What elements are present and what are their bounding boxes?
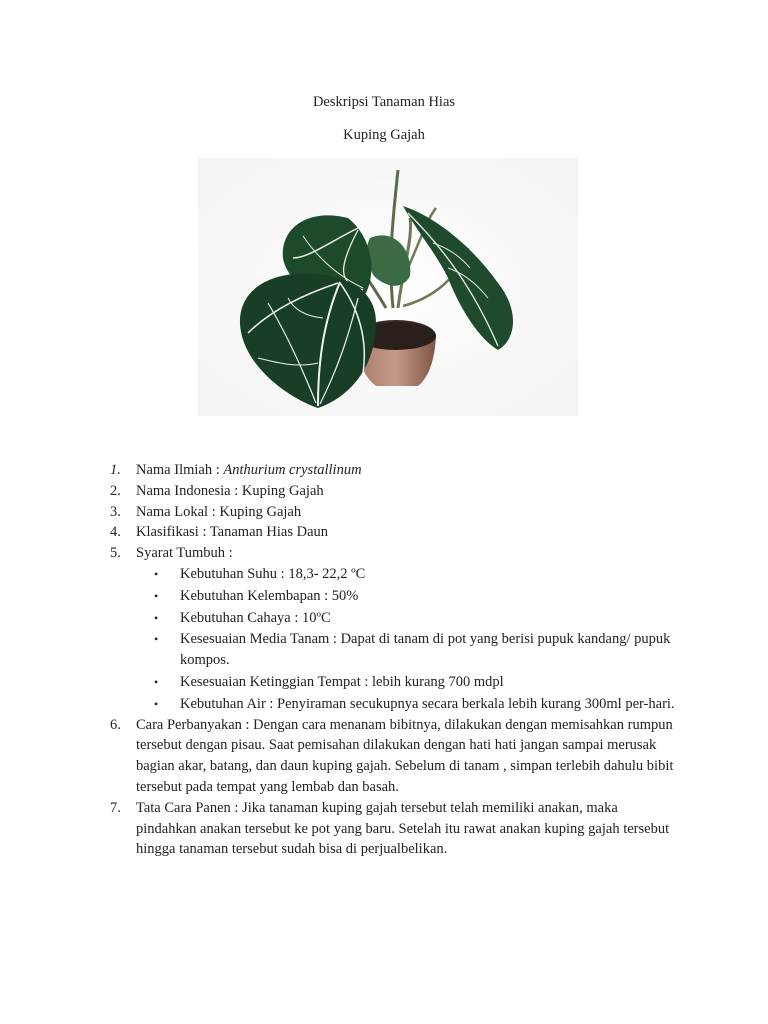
requirement-temperature: [136, 564, 680, 585]
bullet-icon: •: [154, 674, 159, 689]
bullet-icon: •: [154, 632, 159, 647]
item-text: Nama Indonesia : Kuping Gajah: [136, 482, 324, 499]
bullet-icon: •: [154, 566, 159, 581]
item-label: Nama Ilmiah :: [136, 462, 224, 478]
bullet-icon: •: [154, 610, 159, 625]
requirement-text: Kesesuaian Media Tanam : Dapat di tanam di pot yang berisi pupuk kandang/ pupuk kompos.: [180, 631, 671, 669]
list-number: 5.: [110, 545, 121, 562]
item-text: Syarat Tumbuh :: [136, 545, 233, 562]
list-number: 7.: [110, 799, 121, 816]
list-number: 2.: [110, 482, 121, 499]
requirement-water: [136, 694, 680, 715]
item-text: Cara Perbanyakan : Dengan cara menanam bibitnya, dilakukan dengan memisahkan rumpun tersebut dengan pisau. Saat pemisahan dilakukan dengan hati hati jangan sampai merusak bagian akar, batang, dan daun kuping gajah. Sebelum di tanam , simpan terlebih dahulu bibit tersebut pada tempat yang lembab dan basah.: [136, 716, 674, 795]
list-item-harvest: [110, 798, 680, 860]
item-text: Klasifikasi : Tanaman Hias Daun: [136, 524, 329, 541]
list-item-growth-requirements: [110, 543, 680, 564]
list-number: 6.: [110, 716, 121, 733]
list-number: 1.: [110, 462, 121, 478]
requirement-text: Kebutuhan Air : Penyiraman secukupnya secara berkala lebih kurang 300ml per-hari.: [180, 695, 675, 712]
list-item-indonesian-name: [110, 481, 680, 502]
requirement-text: Kebutuhan Cahaya : 10ºC: [180, 609, 331, 626]
list-item-classification: [110, 522, 680, 543]
list-item-propagation: [110, 715, 680, 798]
requirement-light: [136, 608, 680, 629]
requirement-humidity: [136, 586, 680, 607]
list-item-local-name: [110, 502, 680, 523]
item-text: Tata Cara Panen : Jika tanaman kuping gajah tersebut telah memiliki anakan, maka pindahkan anakan tersebut ke pot yang baru. Setelah itu rawat anakan kuping gajah tersebut hingga tanaman tersebut sudah bisa di perjualbelikan.: [136, 799, 670, 858]
requirement-text: Kebutuhan Kelembapan : 50%: [180, 587, 359, 604]
plant-photo: [198, 158, 578, 416]
requirement-text: Kesesuaian Ketinggian Tempat : lebih kurang 700 mdpl: [180, 673, 504, 690]
list-number: 4.: [110, 524, 121, 541]
list-number: 3.: [110, 503, 121, 520]
document-subtitle: Kuping Gajah: [343, 127, 425, 143]
requirement-altitude: [136, 672, 680, 693]
scientific-name: Anthurium crystallinum: [223, 462, 362, 478]
requirement-text: Kebutuhan Suhu : 18,3- 22,2 ºC: [180, 565, 366, 582]
description-list: [110, 460, 680, 860]
bullet-icon: •: [154, 588, 159, 603]
list-item-scientific-name: [110, 460, 680, 481]
requirement-growing-medium: [136, 629, 680, 671]
document-title: Deskripsi Tanaman Hias: [312, 94, 456, 110]
item-text: Nama Lokal : Kuping Gajah: [136, 503, 302, 520]
bullet-icon: •: [154, 696, 159, 711]
